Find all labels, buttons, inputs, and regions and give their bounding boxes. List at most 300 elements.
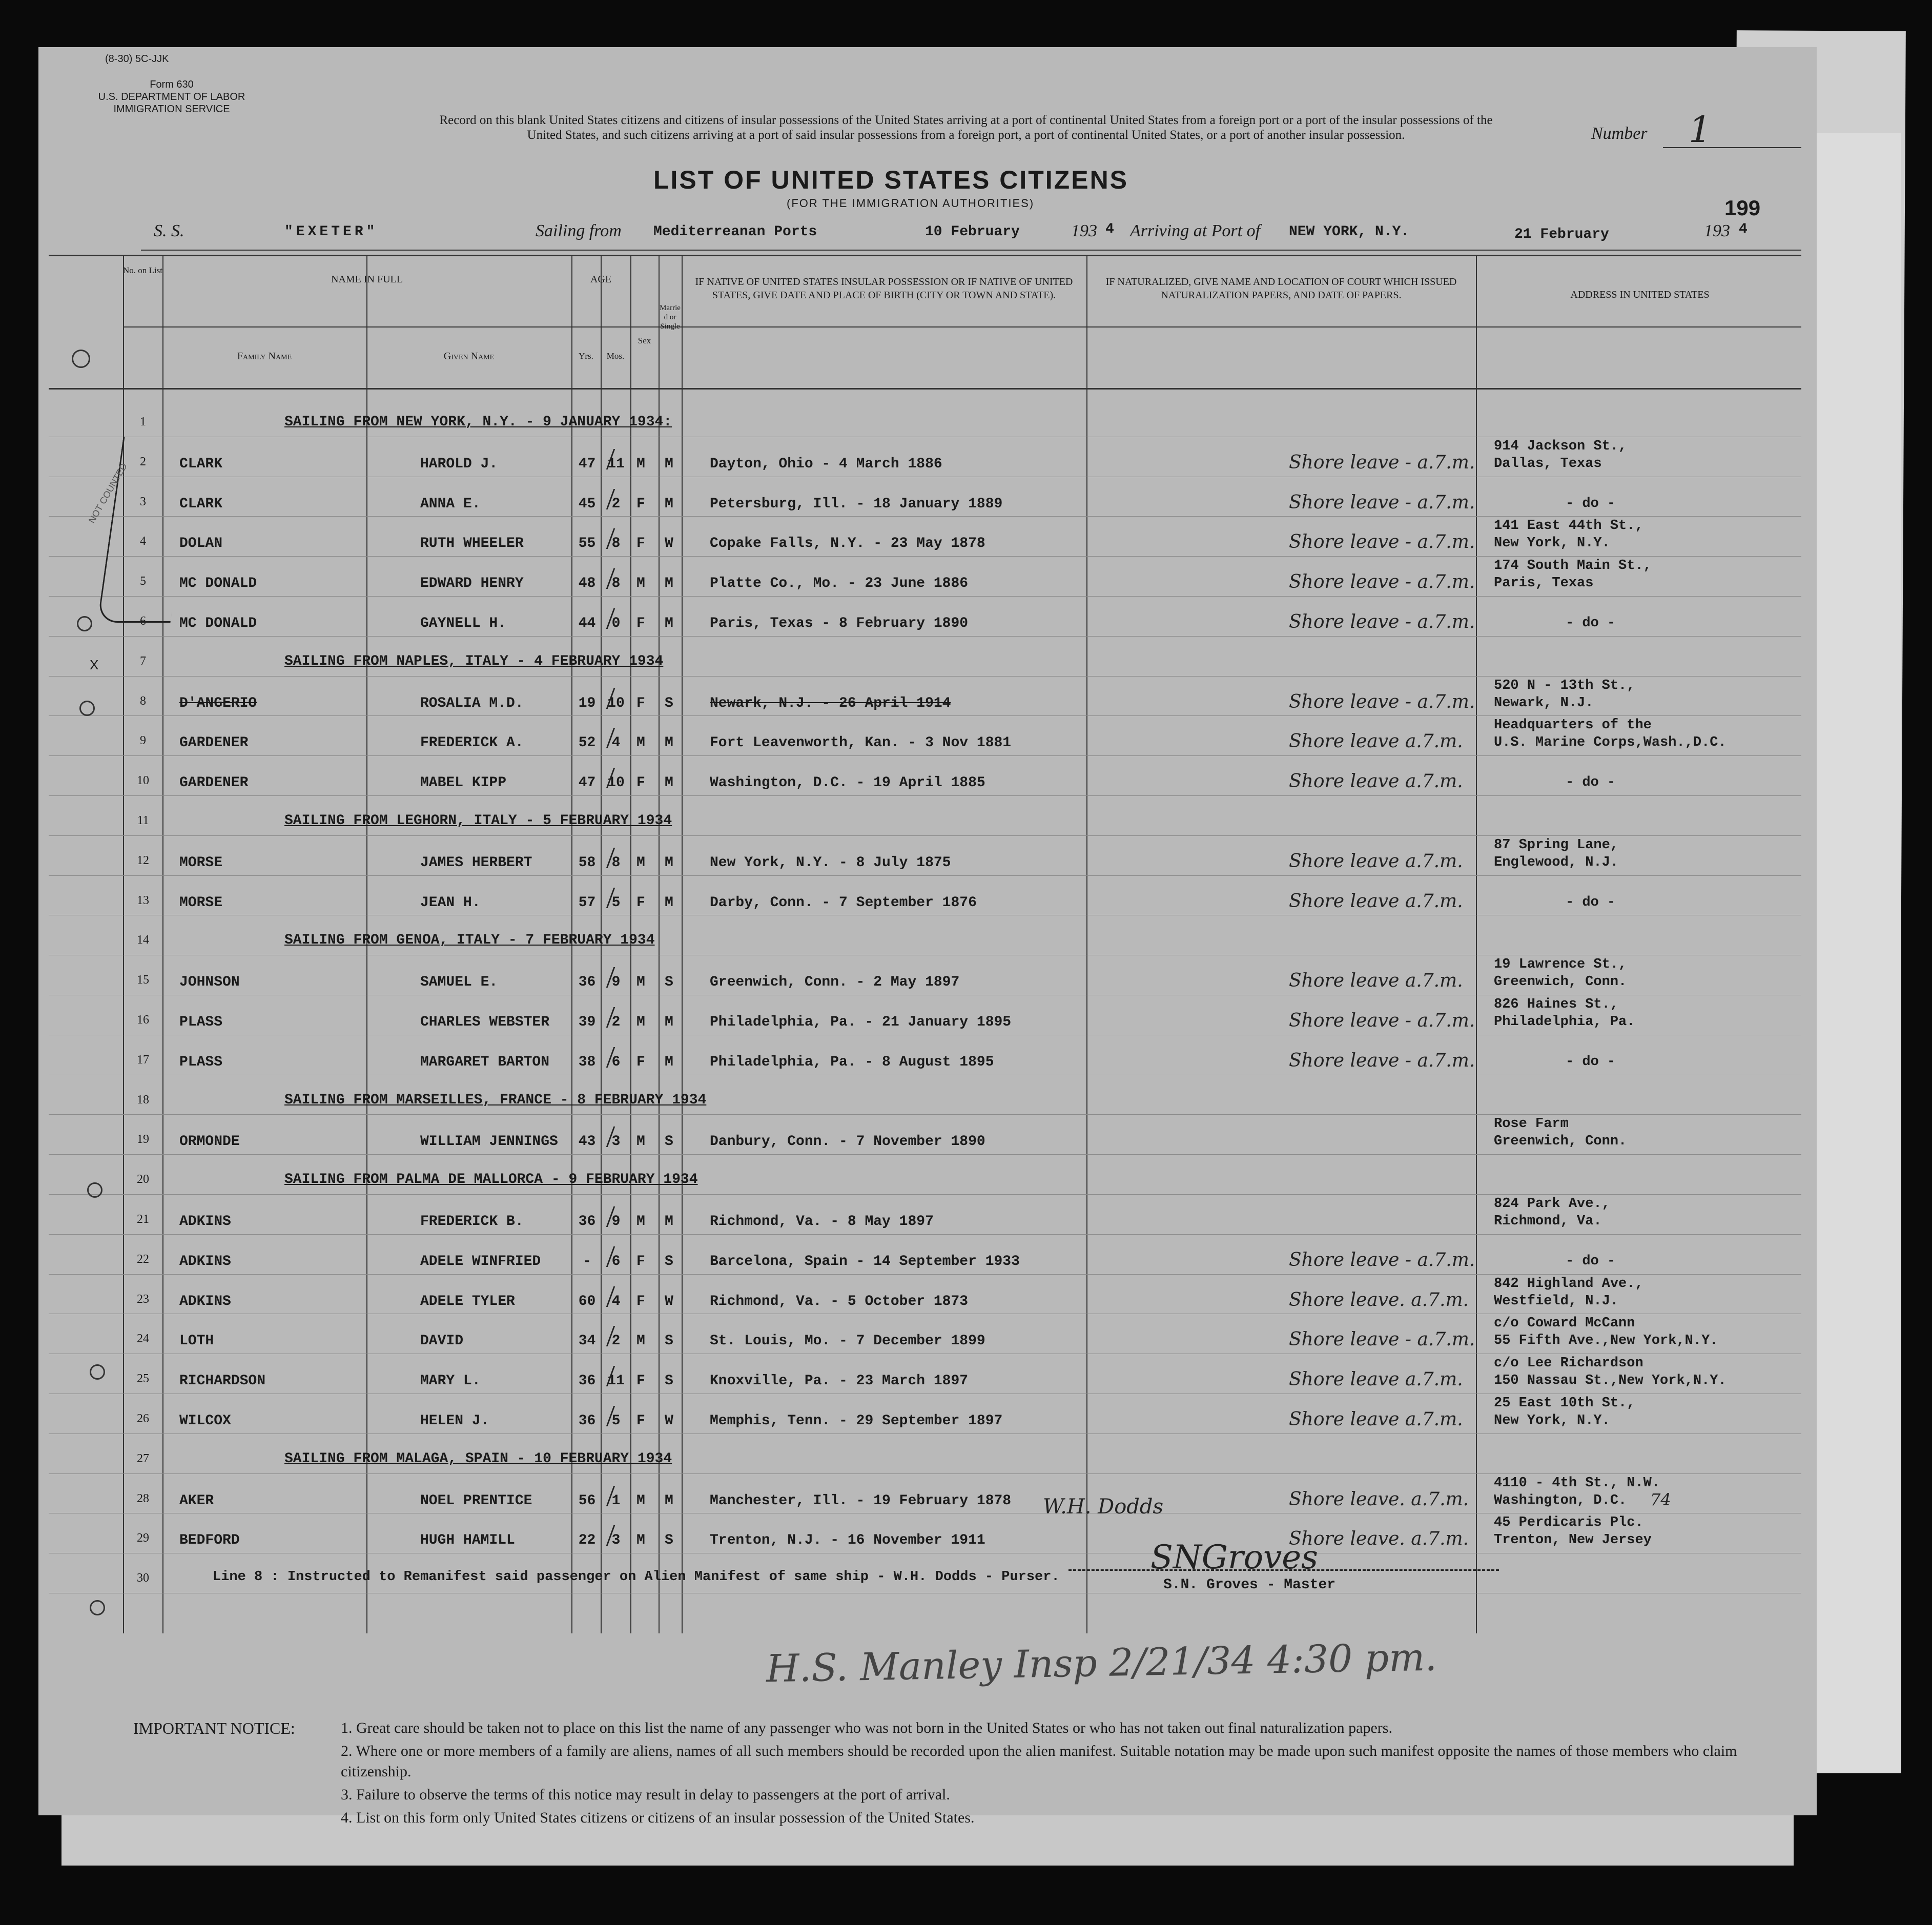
birth-place-date: Richmond, Va. - 5 October 1873 bbox=[710, 1293, 969, 1309]
family-name: JOHNSON bbox=[179, 974, 240, 991]
given-name: WILLIAM JENNINGS bbox=[420, 1134, 558, 1150]
family-name: GARDENER bbox=[179, 735, 249, 751]
family-name: PLASS bbox=[179, 1014, 223, 1030]
remanifest-note: Line 8 : Instructed to Remanifest said passenger on Alien Manifest of same ship - W.H. Dodds - Purser. bbox=[213, 1569, 1060, 1585]
row-rule bbox=[49, 1114, 1801, 1115]
age-months: 10 bbox=[607, 695, 625, 711]
naturalization-note: Shore leave - a.7.m. bbox=[1289, 452, 1475, 473]
naturalization-note: Shore leave - a.7.m. bbox=[1289, 571, 1475, 593]
age-months: 3 bbox=[611, 1134, 621, 1150]
family-name: BEDFORD bbox=[179, 1532, 240, 1549]
sex: M bbox=[636, 1134, 645, 1150]
header-bottom-border bbox=[49, 388, 1801, 390]
birth-place-date: Paris, Texas - 8 February 1890 bbox=[710, 616, 969, 631]
arrival-year-prefix: 193 bbox=[1704, 221, 1730, 240]
section-heading: SAILING FROM MARSEILLES, FRANCE - 8 FEBRUARY 1934 bbox=[284, 1092, 707, 1108]
marital-status: M bbox=[665, 576, 673, 592]
list-number: 1 bbox=[1689, 109, 1712, 151]
address-line-1: c/o Coward McCann bbox=[1494, 1316, 1635, 1332]
age-months: 2 bbox=[611, 1014, 621, 1030]
given-name: FREDERICK A. bbox=[420, 735, 524, 751]
birth-place-date: Philadelphia, Pa. - 8 August 1895 bbox=[710, 1054, 994, 1070]
naturalization-note: Shore leave - a.7.m. bbox=[1289, 531, 1475, 553]
marital-status: S bbox=[665, 695, 673, 711]
not-counted-stamp: NOT COUNTED bbox=[86, 461, 129, 525]
family-name: MORSE bbox=[179, 894, 223, 911]
age-months: 5 bbox=[611, 894, 621, 911]
sail-date: 10 February bbox=[925, 224, 1020, 240]
given-name: SAMUEL E. bbox=[420, 974, 498, 991]
birth-place-date: St. Louis, Mo. - 7 December 1899 bbox=[710, 1333, 985, 1349]
age-years: 22 bbox=[578, 1532, 596, 1549]
sail-year-digit: 4 bbox=[1105, 221, 1114, 237]
master-signature: SNGroves bbox=[1150, 1539, 1318, 1576]
age-months: 2 bbox=[611, 1333, 621, 1349]
naturalization-note: Shore leave - a.7.m. bbox=[1289, 1329, 1475, 1350]
birth-place-date: Greenwich, Conn. - 2 May 1897 bbox=[710, 974, 960, 991]
number-label: Number bbox=[1591, 124, 1648, 143]
sex: M bbox=[636, 456, 645, 472]
address-line-1: 87 Spring Lane, bbox=[1494, 837, 1619, 853]
row8-margin-mark: X bbox=[90, 657, 99, 672]
row-number: 29 bbox=[137, 1531, 149, 1545]
notice-item: 1. Great care should be taken not to place on this list the name of any passenger who was not born in the United States or who has not taken out final naturalization papers. bbox=[341, 1719, 1392, 1736]
manifest-sheet bbox=[38, 47, 1817, 1826]
row-rule bbox=[49, 1433, 1801, 1434]
family-name: RICHARDSON bbox=[179, 1373, 266, 1389]
address-line-1: 4110 - 4th St., N.W. bbox=[1494, 1475, 1660, 1491]
naturalization-note: Shore leave - a.7.m. bbox=[1289, 492, 1475, 513]
master-name: S.N. Groves - Master bbox=[1163, 1577, 1336, 1593]
address-line-1: - do - bbox=[1566, 894, 1616, 910]
family-name: GARDENER bbox=[179, 775, 249, 791]
age-years: 52 bbox=[578, 735, 596, 751]
family-name: ADKINS bbox=[179, 1214, 231, 1230]
birth-place-date: Philadelphia, Pa. - 21 January 1895 bbox=[710, 1014, 1012, 1030]
row-number: 10 bbox=[137, 774, 149, 788]
notice-item: 3. Failure to observe the terms of this notice may result in delay to passengers at the port of arrival. bbox=[341, 1786, 950, 1803]
sail-year-prefix: 193 bbox=[1071, 221, 1097, 240]
row-number: 13 bbox=[137, 893, 149, 907]
naturalization-note: Shore leave - a.7.m. bbox=[1289, 1249, 1475, 1271]
given-name: HELEN J. bbox=[420, 1413, 489, 1429]
given-name: ADELE TYLER bbox=[420, 1293, 515, 1309]
naturalization-note: Shore leave a.7.m. bbox=[1289, 890, 1463, 912]
row-number: 6 bbox=[140, 615, 146, 628]
naturalization-note: Shore leave. a.7.m. bbox=[1289, 1528, 1469, 1550]
age-years: - bbox=[583, 1253, 591, 1269]
family-name: ADKINS bbox=[179, 1293, 231, 1309]
arrival-year-digit: 4 bbox=[1739, 221, 1748, 237]
header-mos: Mos. bbox=[606, 351, 625, 361]
address-line-1: c/o Lee Richardson bbox=[1494, 1356, 1643, 1371]
birth-place-date: Memphis, Tenn. - 29 September 1897 bbox=[710, 1413, 1003, 1429]
family-name: WILCOX bbox=[179, 1413, 231, 1429]
naturalization-note: Shore leave. a.7.m. bbox=[1289, 1488, 1469, 1510]
inspector-signature: H.S. Manley Insp 2/21/34 4:30 pm. bbox=[766, 1635, 1437, 1691]
sex: M bbox=[636, 1333, 645, 1349]
col-rule bbox=[659, 255, 660, 1633]
row-rule bbox=[49, 795, 1801, 796]
address-line-1: - do - bbox=[1566, 1054, 1616, 1070]
row-number: 28 bbox=[137, 1491, 149, 1505]
marital-status: M bbox=[665, 894, 673, 911]
naturalization-note: Shore leave - a.7.m. bbox=[1289, 611, 1475, 632]
birth-place-date: Danbury, Conn. - 7 November 1890 bbox=[710, 1134, 985, 1150]
header-yrs: Yrs. bbox=[579, 351, 593, 361]
naturalization-note: Shore leave a.7.m. bbox=[1289, 1409, 1463, 1430]
marital-status: M bbox=[665, 616, 673, 631]
page-count-mark: 74 bbox=[1650, 1490, 1671, 1509]
address-line-2: Dallas, Texas bbox=[1494, 456, 1602, 472]
marital-status: S bbox=[665, 974, 673, 991]
address-line-1: 25 East 10th St., bbox=[1494, 1396, 1635, 1411]
address-line-1: 824 Park Ave., bbox=[1494, 1196, 1610, 1212]
family-name: AKER bbox=[179, 1492, 214, 1509]
birth-place-date: Copake Falls, N.Y. - 23 May 1878 bbox=[710, 536, 985, 552]
row-number: 21 bbox=[137, 1213, 149, 1226]
address-line-1: 520 N - 13th St., bbox=[1494, 678, 1635, 693]
address-line-2: New York, N.Y. bbox=[1494, 536, 1610, 551]
header-no-on-list: No. on List bbox=[123, 265, 162, 275]
birth-place-date: Newark, N.J. - 26 April 1914 bbox=[710, 695, 951, 711]
marital-status: W bbox=[665, 1293, 673, 1309]
age-years: 60 bbox=[578, 1293, 596, 1309]
age-months: 1 bbox=[611, 1492, 621, 1509]
birth-place-date: Platte Co., Mo. - 23 June 1886 bbox=[710, 576, 969, 592]
given-name: JEAN H. bbox=[420, 894, 481, 911]
section-heading: SAILING FROM MALAGA, SPAIN - 10 FEBRUARY 1934 bbox=[284, 1450, 672, 1467]
address-line-1: - do - bbox=[1566, 496, 1616, 511]
ship-name: "EXETER" bbox=[284, 224, 378, 240]
marital-status: M bbox=[665, 1492, 673, 1509]
header-naturalization: IF NATURALIZED, GIVE NAME AND LOCATION OF COURT WHICH ISSUED NATURALIZATION PAPERS, AND DATE OF PAPERS. bbox=[1105, 276, 1457, 301]
marital-status: M bbox=[665, 735, 673, 751]
header-married-single: Married or Single bbox=[660, 304, 681, 331]
row-number: 5 bbox=[140, 575, 146, 588]
address-line-2: Westfield, N.J. bbox=[1494, 1293, 1619, 1309]
row-rule bbox=[49, 1473, 1801, 1474]
sex: F bbox=[636, 695, 645, 711]
given-name: NOEL PRENTICE bbox=[420, 1492, 532, 1509]
sex: F bbox=[636, 1413, 645, 1429]
sex: M bbox=[636, 1214, 645, 1230]
address-line-2: Trenton, New Jersey bbox=[1494, 1532, 1652, 1548]
family-name: MC DONALD bbox=[179, 616, 257, 631]
age-months: 8 bbox=[611, 854, 621, 871]
voyage-underline bbox=[141, 250, 1801, 251]
family-name: D'ANGERIO bbox=[179, 695, 257, 711]
section-heading: SAILING FROM NEW YORK, N.Y. - 9 JANUARY 1934: bbox=[284, 414, 672, 430]
form-code: (8-30) 5C-JJK bbox=[105, 53, 169, 65]
row-rule bbox=[49, 1154, 1801, 1155]
address-line-2: U.S. Marine Corps,Wash.,D.C. bbox=[1494, 735, 1727, 751]
sex: M bbox=[636, 1532, 645, 1549]
address-line-2: Newark, N.J. bbox=[1494, 695, 1594, 711]
family-name: CLARK bbox=[179, 456, 223, 472]
given-name: HAROLD J. bbox=[420, 456, 498, 472]
address-line-2: Greenwich, Conn. bbox=[1494, 974, 1627, 990]
header-name-in-full: NAME IN FULL bbox=[331, 274, 403, 285]
arrival-date: 21 February bbox=[1514, 227, 1609, 242]
header-age: AGE bbox=[590, 274, 612, 285]
age-months: 11 bbox=[607, 456, 625, 472]
marital-status: W bbox=[665, 536, 673, 552]
age-months: 9 bbox=[611, 1214, 621, 1230]
header-sex: Sex bbox=[638, 336, 651, 345]
age-years: 19 bbox=[578, 695, 596, 711]
age-months: 9 bbox=[611, 974, 621, 991]
given-name: ANNA E. bbox=[420, 496, 481, 512]
sex: F bbox=[636, 1054, 645, 1070]
arrival-port: NEW YORK, N.Y. bbox=[1289, 224, 1410, 240]
family-name: MC DONALD bbox=[179, 576, 257, 592]
page-subtitle: (FOR THE IMMIGRATION AUTHORITIES) bbox=[787, 197, 1035, 210]
form-instructions: Record on this blank United States citizens and citizens of insular possessions of the United States arriving at a port of continental United States from a foreign port or a port of the insular possessions of the United States, and such citizens arriving at a port of said insular possessions from a foreign port, a port of continental United States, or a port of another insular possession. bbox=[439, 113, 1493, 142]
marital-status: M bbox=[665, 496, 673, 512]
row-number: 20 bbox=[137, 1173, 149, 1186]
marital-status: M bbox=[665, 456, 673, 472]
section-heading: SAILING FROM PALMA DE MALLORCA - 9 FEBRUARY 1934 bbox=[284, 1172, 698, 1188]
sex: F bbox=[636, 496, 645, 512]
family-name: CLARK bbox=[179, 496, 223, 512]
address-line-2: New York, N.Y. bbox=[1494, 1413, 1610, 1428]
row-number: 22 bbox=[137, 1252, 149, 1266]
birth-place-date: Richmond, Va. - 8 May 1897 bbox=[710, 1214, 934, 1230]
age-years: 55 bbox=[578, 536, 596, 552]
row-rule bbox=[49, 636, 1801, 637]
sailing-from-label: Sailing from bbox=[536, 221, 622, 240]
age-years: 39 bbox=[578, 1014, 596, 1030]
notice-label: IMPORTANT NOTICE: bbox=[133, 1719, 295, 1737]
row-number: 18 bbox=[137, 1093, 149, 1107]
marital-status: W bbox=[665, 1413, 673, 1429]
family-name: DOLAN bbox=[179, 536, 223, 552]
sex: F bbox=[636, 775, 645, 791]
address-line-2: 150 Nassau St.,New York,N.Y. bbox=[1494, 1373, 1727, 1389]
naturalization-note: Shore leave a.7.m. bbox=[1289, 850, 1463, 872]
row-rule bbox=[49, 596, 1801, 597]
row-number: 7 bbox=[140, 654, 146, 668]
marital-status: S bbox=[665, 1253, 673, 1269]
birth-place-date: Knoxville, Pa. - 23 March 1897 bbox=[710, 1373, 969, 1389]
address-line-1: - do - bbox=[1566, 1253, 1616, 1269]
address-line-2: Washington, D.C. bbox=[1494, 1492, 1627, 1508]
row-number: 4 bbox=[140, 535, 146, 548]
row-number: 24 bbox=[137, 1332, 149, 1346]
page-title: LIST OF UNITED STATES CITIZENS bbox=[653, 166, 1129, 194]
row-rule bbox=[49, 1194, 1801, 1195]
given-name: MARGARET BARTON bbox=[420, 1054, 550, 1070]
age-years: 43 bbox=[578, 1134, 596, 1150]
age-years: 48 bbox=[578, 576, 596, 592]
marital-status: M bbox=[665, 1014, 673, 1030]
address-line-2: Philadelphia, Pa. bbox=[1494, 1014, 1635, 1030]
age-years: 36 bbox=[578, 1413, 596, 1429]
given-name: JAMES HERBERT bbox=[420, 854, 532, 871]
col-rule bbox=[1086, 255, 1087, 1633]
age-months: 6 bbox=[611, 1054, 621, 1070]
punch-hole bbox=[90, 1364, 105, 1380]
row-rule bbox=[49, 516, 1801, 517]
birth-place-date: Barcelona, Spain - 14 September 1933 bbox=[710, 1253, 1020, 1269]
marital-status: M bbox=[665, 775, 673, 791]
arriving-label: Arriving at Port of bbox=[1130, 221, 1261, 240]
row-number: 23 bbox=[137, 1292, 149, 1306]
given-name: HUGH HAMILL bbox=[420, 1532, 515, 1549]
given-name: GAYNELL H. bbox=[420, 616, 507, 631]
row-rule bbox=[49, 676, 1801, 677]
sex: M bbox=[636, 1014, 645, 1030]
given-name: MABEL KIPP bbox=[420, 775, 507, 791]
row-number: 15 bbox=[137, 973, 149, 987]
row-number: 16 bbox=[137, 1013, 149, 1027]
purser-signature: W.H. Dodds bbox=[1043, 1495, 1164, 1519]
form-service: IMMIGRATION SERVICE bbox=[113, 104, 230, 115]
number-underline bbox=[1663, 147, 1801, 148]
address-line-1: 174 South Main St., bbox=[1494, 558, 1652, 574]
naturalization-note: Shore leave a.7.m. bbox=[1289, 731, 1463, 752]
punch-hole bbox=[79, 701, 95, 716]
address-line-1: 141 East 44th St., bbox=[1494, 518, 1643, 534]
birth-place-date: Washington, D.C. - 19 April 1885 bbox=[710, 775, 985, 791]
row-number: 2 bbox=[140, 455, 146, 468]
header-address: ADDRESS IN UNITED STATES bbox=[1570, 289, 1710, 300]
section-heading: SAILING FROM GENOA, ITALY - 7 FEBRUARY 1934 bbox=[284, 932, 655, 949]
signature-line bbox=[1068, 1569, 1499, 1571]
family-name: ADKINS bbox=[179, 1253, 231, 1269]
sex: F bbox=[636, 1373, 645, 1389]
age-years: 34 bbox=[578, 1333, 596, 1349]
row-rule bbox=[49, 875, 1801, 876]
address-line-1: - do - bbox=[1566, 775, 1616, 791]
age-months: 11 bbox=[607, 1373, 625, 1389]
family-name: LOTH bbox=[179, 1333, 214, 1349]
punch-hole bbox=[87, 1182, 102, 1198]
form-department: U.S. DEPARTMENT OF LABOR bbox=[98, 91, 245, 103]
row-rule bbox=[49, 755, 1801, 756]
header-divider bbox=[123, 326, 1801, 327]
age-years: 57 bbox=[578, 894, 596, 911]
address-line-2: Englewood, N.J. bbox=[1494, 854, 1619, 870]
page-number: 199 bbox=[1724, 196, 1761, 220]
notice-item: 2. Where one or more members of a family are aliens, names of all such members should be recorded upon the alien manifest. Suitable notation may be made upon such manifest opposite the names of those members who claim citizenship. bbox=[341, 1743, 1737, 1780]
sex: M bbox=[636, 576, 645, 592]
naturalization-note: Shore leave - a.7.m. bbox=[1289, 1010, 1475, 1031]
address-line-1: 914 Jackson St., bbox=[1494, 438, 1627, 454]
address-line-1: - do - bbox=[1566, 616, 1616, 631]
address-line-2: 55 Fifth Ave.,New York,N.Y. bbox=[1494, 1333, 1718, 1349]
age-years: 47 bbox=[578, 775, 596, 791]
address-line-2: Paris, Texas bbox=[1494, 576, 1594, 591]
row-number: 14 bbox=[137, 933, 149, 947]
family-name: PLASS bbox=[179, 1054, 223, 1070]
margin-bracket-mark bbox=[97, 437, 196, 623]
birth-place-date: Trenton, N.J. - 16 November 1911 bbox=[710, 1532, 985, 1549]
sex: F bbox=[636, 1293, 645, 1309]
punch-hole bbox=[90, 1600, 105, 1615]
naturalization-note: Shore leave. a.7.m. bbox=[1289, 1289, 1469, 1310]
age-years: 36 bbox=[578, 1373, 596, 1389]
sex: F bbox=[636, 1253, 645, 1269]
naturalization-note: Shore leave a.7.m. bbox=[1289, 771, 1463, 792]
table-top-border bbox=[49, 255, 1801, 256]
marital-status: S bbox=[665, 1373, 673, 1389]
age-years: 38 bbox=[578, 1054, 596, 1070]
header-family-name: Family Name bbox=[237, 351, 292, 362]
age-years: 47 bbox=[578, 456, 596, 472]
birth-place-date: Darby, Conn. - 7 September 1876 bbox=[710, 894, 977, 911]
age-years: 36 bbox=[578, 1214, 596, 1230]
age-months: 8 bbox=[611, 536, 621, 552]
age-years: 44 bbox=[578, 616, 596, 631]
row-number: 17 bbox=[137, 1053, 149, 1067]
sailing-from: Mediterreanan Ports bbox=[653, 224, 817, 240]
marital-status: M bbox=[665, 854, 673, 871]
address-line-1: 45 Perdicaris Plc. bbox=[1494, 1515, 1643, 1531]
notice-item: 4. List on this form only United States citizens or citizens of an insular possession of the United States. bbox=[341, 1809, 975, 1826]
ss-label: S. S. bbox=[154, 221, 184, 240]
sex: M bbox=[636, 735, 645, 751]
age-months: 0 bbox=[611, 616, 621, 631]
naturalization-note: Shore leave a.7.m. bbox=[1289, 1369, 1463, 1390]
sex: M bbox=[636, 1492, 645, 1509]
age-years: 36 bbox=[578, 974, 596, 991]
age-months: 4 bbox=[611, 1293, 621, 1309]
naturalization-note: Shore leave - a.7.m. bbox=[1289, 1050, 1475, 1071]
age-years: 58 bbox=[578, 854, 596, 871]
marital-status: S bbox=[665, 1532, 673, 1549]
row-number: 27 bbox=[137, 1451, 149, 1465]
sex: M bbox=[636, 974, 645, 991]
header-native-birth: IF NATIVE OF UNITED STATES INSULAR POSSESSION OR IF NATIVE OF UNITED STATES, GIVE DATE AND PLACE OF BIRTH (CITY OR TOWN AND STATE). bbox=[695, 276, 1073, 301]
address-line-1: Headquarters of the bbox=[1494, 718, 1652, 733]
birth-place-date: Petersburg, Ill. - 18 January 1889 bbox=[710, 496, 1003, 512]
section-heading: SAILING FROM LEGHORN, ITALY - 5 FEBRUARY 1934 bbox=[284, 813, 672, 829]
sex: F bbox=[636, 894, 645, 911]
row-number: 19 bbox=[137, 1133, 149, 1146]
age-months: 10 bbox=[607, 775, 625, 791]
row-number: 25 bbox=[137, 1372, 149, 1386]
address-line-1: 19 Lawrence St., bbox=[1494, 957, 1627, 973]
row-number: 30 bbox=[137, 1571, 149, 1585]
age-years: 56 bbox=[578, 1492, 596, 1509]
row-number: 1 bbox=[140, 415, 146, 428]
family-name: ORMONDE bbox=[179, 1134, 240, 1150]
marital-status: M bbox=[665, 1214, 673, 1230]
given-name: ADELE WINFRIED bbox=[420, 1253, 541, 1269]
punch-hole bbox=[77, 616, 92, 631]
age-years: 45 bbox=[578, 496, 596, 512]
marital-status: M bbox=[665, 1054, 673, 1070]
address-line-1: 826 Haines St., bbox=[1494, 997, 1619, 1012]
age-months: 8 bbox=[611, 576, 621, 592]
col-rule bbox=[682, 255, 683, 1633]
marital-status: S bbox=[665, 1134, 673, 1150]
given-name: MARY L. bbox=[420, 1373, 481, 1389]
age-months: 2 bbox=[611, 496, 621, 512]
row-rule bbox=[49, 1234, 1801, 1235]
age-months: 3 bbox=[611, 1532, 621, 1549]
form-number: Form 630 bbox=[150, 79, 194, 90]
age-months: 6 bbox=[611, 1253, 621, 1269]
given-name: FREDERICK B. bbox=[420, 1214, 524, 1230]
col-rule bbox=[1476, 255, 1477, 1633]
given-name: RUTH WHEELER bbox=[420, 536, 524, 552]
sex: F bbox=[636, 616, 645, 631]
sex: M bbox=[636, 854, 645, 871]
naturalization-note: Shore leave a.7.m. bbox=[1289, 970, 1463, 992]
